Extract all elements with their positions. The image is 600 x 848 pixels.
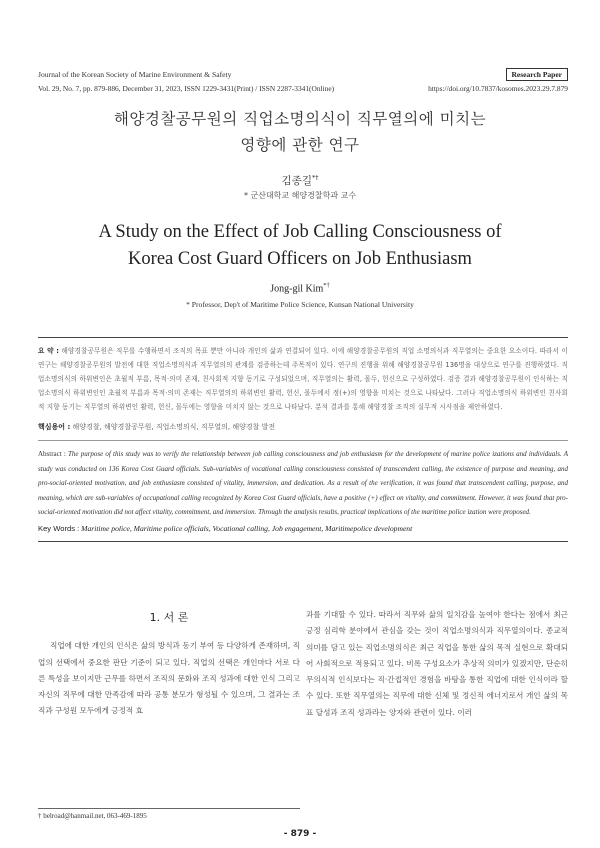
korean-keywords-text: 해양경찰, 해양경찰공무원, 직업소명의식, 직무열의, 해양경찰 발전 [72, 423, 276, 431]
korean-affiliation: * 군산대학교 해양경찰학과 교수 [243, 191, 357, 200]
english-title-line2: Korea Cost Guard Officers on Job Enthusiasm [128, 249, 472, 269]
volume-info: Vol. 29, No. 7, pp. 879-886, December 31, 2023, ISSN 1229-3431(Print) / ISSN 2287-3341(Online) [38, 84, 335, 93]
korean-title [0, 106, 600, 158]
abstract-section [38, 337, 568, 542]
divider [38, 541, 568, 542]
english-keywords-text: Maritime police, Maritime police officials, Vocational calling, Job engagement, Maritimepolice development [81, 523, 413, 533]
korean-abstract-label: 요 약 : [38, 347, 60, 355]
english-title [0, 219, 600, 273]
korean-author-name: 김종길 [281, 175, 312, 187]
english-keywords-label: Key Words : [38, 523, 80, 533]
korean-keywords-label: 핵심용어 : [38, 423, 71, 431]
footnote-contact: belroad@hanmail.net, 063-469-1895 [43, 812, 147, 820]
korean-author [0, 173, 600, 188]
section-heading-introduction: 1. 서 론 [149, 611, 189, 624]
korean-abstract-text: 해양경찰공무원은 직무를 수행하면서 조직의 목표 뿐만 아니라 개인의 삶과 연결되어 있다. 이에 해양경찰공무원의 직업 소명의식과 직무열의는 중요한 요소이다. 따라서 이 연구는 해양경찰공무원의 발전에 대한 직업소명의식과 직무열의의 관계를 검증하는데 주목적이 있다. 연구의 진행을 위해 해양경찰공무원 136명을 대상으로 연구를 진행하였다. 직업소명의식의 하위변인은 초월적 부름, 목적·의미 존재, 친사회적 지향 동기로 구성되었으며, 직무열의는 활력, 몰두, 헌신으로 구성하였다. 검증 결과 해양경찰공무원이 인식하는 직업소명의식 하위변인인 초월적 부름과 목적·의미 존재는 직무열의의 하위변인 활력, 헌신, 몰두에서 정(+)의 영향을 미치는 것으로 나타났다. 그러나 직업소명의식 하위변인 친사회적 지향 동기는 직무열의 하위변인 활력, 헌신, 몰두에는 영향을 미치지 않는 것으로 나타났다. 분석 결과를 통해 해양경찰 조직의 실무적 시사점을 제안하였다. [38, 347, 568, 411]
korean-title-line2: 영향에 관한 연구 [240, 136, 360, 154]
doi-link[interactable]: https://doi.org/10.7837/kosomes.2023.29.7.879 [428, 84, 568, 93]
page-number: - 879 - [283, 829, 317, 839]
english-author [0, 282, 600, 294]
english-affiliation: * Professor, Dep't of Maritime Police Science, Kunsan National University [186, 300, 414, 309]
english-abstract [38, 447, 568, 520]
korean-author-mark: *† [311, 173, 319, 182]
korean-abstract [38, 344, 568, 414]
volume-line [38, 84, 568, 93]
english-title-line1: A Study on the Effect of Job Calling Consciousness of [98, 222, 502, 242]
journal-name: Journal of the Korean Society of Marine Environment & Safety [38, 70, 232, 79]
english-author-mark: *† [323, 282, 330, 289]
english-keywords [38, 524, 568, 533]
footnote-mark: † [38, 812, 42, 820]
body-right-column [306, 607, 568, 721]
english-abstract-text: The purpose of this study was to verify the relationship between job calling consciousness and job enthusiasm for the development of marine police izations and individuals. A study was conducted on 136 Korea Cost Guard officials. Sub-variables of vocational calling consciousness consisted of transcendent calling, the existence of purpose and meaning, and pro-social-oriented motivation, and job enthusiasm consisted of vitality, immersion, and dedication. As a result of the verification, it was found that transcendent calling, purpose, and meaning, which are sub-variables of occupational calling recognized by Korea Cost Guard officials, have a positive (+) effect on vitality, and commitment. However, it was found that pro-social-oriented motivation did not affect vitality, commitment, and immersion. Through the analysis results, practical implications of the maritime police ization were proposed. [38, 450, 569, 517]
research-paper-badge: Research Paper [506, 68, 568, 81]
body-paragraph: 과를 기대할 수 있다. 따라서 직무와 삶의 일치감을 높여야 한다는 점에서 최근 긍정 심리학 분야에서 관심을 갖는 것이 직업소명의식과 직무열의이다. 종교적 의미를 담고 있는 직업소명의식은 최근 직업을 통한 삶의 목적 실현으로 확대되어 사회적으로 적용되고 있다. 비록 구성요소가 추상적 의미가 있겠지만, 단순히 무의식적 인식보다는 직·간접적인 경험을 바탕을 통한 직업에 대한 인식이라 할 수 있다. 또한 직무열의는 직무에 대한 신체 및 정신적 에너지로서 개인 삶의 목표 달성과 조직 성과라는 양자와 관련이 있다. 이러 [306, 610, 568, 717]
english-author-name: Jong-gil Kim [270, 283, 324, 295]
korean-keywords [38, 422, 568, 432]
footnote [38, 808, 300, 820]
body-paragraph: 직업에 대한 개인의 인식은 삶의 방식과 동기 부여 등 다양하게 존재하며, 직업의 선택에서 중요한 판단 기준이 되고 있다. 직업의 선택은 개인마다 서로 다른 특성을 보이지만 근무를 하면서 조직의 문화와 조직 성과에 대한 인식 그리고 자신의 직무에 대한 만족감에 따라 공통 분모가 형성될 수 있으며, 그 결과는 조직과 구성원 모두에게 긍정적 효 [38, 641, 300, 716]
divider [38, 440, 568, 441]
english-abstract-label: Abstract : [38, 450, 66, 458]
body-left-column [38, 610, 300, 720]
journal-header [38, 70, 568, 93]
korean-title-line1: 해양경찰공무원의 직업소명의식이 직무열의에 미치는 [113, 110, 487, 128]
